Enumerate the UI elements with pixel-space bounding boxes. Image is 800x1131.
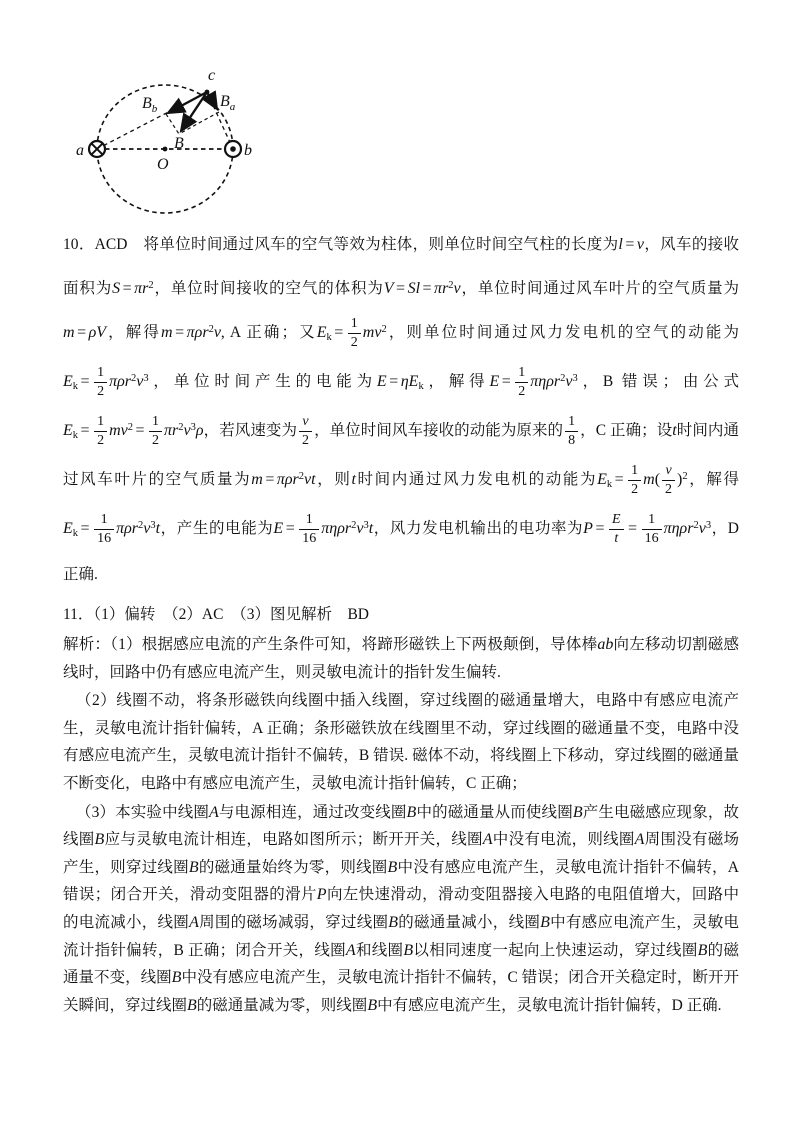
solutions-content (63, 224, 739, 1019)
point-c-dot (205, 90, 210, 95)
parallelogram-side-left (166, 114, 179, 134)
label-b: b (244, 142, 252, 159)
label-O: O (157, 156, 169, 173)
figure-svg (70, 50, 260, 228)
label-B: B (174, 135, 184, 152)
vector-Ba (207, 92, 217, 109)
center-O-dot (163, 147, 168, 152)
label-a: a (76, 142, 84, 159)
solution-11-analysis-part2: （2）线圈不动，将条形磁铁向线圈中插入线圈，穿过线圈的磁通量增大，电路中有感应电流产生，灵敏电流计指针偏转，A 正确；条形磁铁放在线圈里不动，穿过线圈的磁通量不变，电路中没有感应电流产生，灵敏电流计指针不偏转，B 错误. 磁体不动，将线圈上下移动，穿过线圈的磁通量不断变化，电路中有感应电流产生，灵敏电流计指针偏转，C 正确； (63, 692, 739, 792)
wire-b-dot-icon (225, 141, 241, 157)
label-c: c (208, 67, 216, 84)
wire-a-cross-icon (89, 141, 105, 157)
solution-11-answer-line: 11．（1）偏转 （2）AC （3）图见解析 BD (63, 606, 369, 623)
solution-11-analysis-part3: （3）本实验中线圈A与电源相连，通过改变线圈B中的磁通量从而使线圈B产生电磁感应现象，故线圈B应与灵敏电流计相连，电路如图所示；断开开关，线圈A中没有电流，则线圈A周围没有磁场产生，则穿过线圈B的磁通量始终为零，则线圈B中没有感应电流产生，灵敏电流计指针不偏转，A 错误；闭合开关，滑动变阻器的滑片P向左快速滑动，滑动变阻器接入电路的电阻值增大，回路中的电流减小，线圈A周围的磁场减弱，穿过线圈B的磁通量减小，线圈B中有感应电流产生，灵敏电流计指针偏转，B 正确；闭合开关，线圈A和线圈B以相同速度一起向上快速运动，穿过线圈B的磁通量不变，线圈B中没有感应电流产生，灵敏电流计指针不偏转，C 错误；闭合开关稳定时，断开开关瞬间，穿过线圈B的磁通量减为零，则线圈B中有感应电流产生，灵敏电流计指针偏转，D 正确. (63, 803, 739, 1014)
solution-10-paragraph: 10．ACD 将单位时间通过风车的空气等效为柱体，则单位时间空气柱的长度为l = v，风车的接收面积为$S = \pi r^2$，单位时间接收的空气的体积为$V = Sl = \pi r^2v$，单位时间通过风车叶片的空气质量为m = ρV，解得m = πρr$^2$v, A 正确；又$E_k$ = $\frac{1}{2}$ $mv^2$，则单位时间通过风力发电机的空气的动能为$E_k$ = $\frac{1}{2}$ $\pi\rho r^2v^3$，单位时间产生的电能为$E = \eta E_k$，解得E = $\frac{1}{2}$ $\pi\eta\rho r^2v^3$，B 错误；由公式$E_k$ = $\frac{1}{2}$ $mv^2$ = $\frac{1}{2}$ $\pi r^2v^3\rho$，若风速变为 $\frac{v}{2}$ ，单位时间风车接收的动能为原来的 $\frac{1}{8}$ ，C 正确；设t时间内通过风车叶片的空气质量为m = πρr$^2$vt，则t时间内通过风力发电机的动能为$E_k$ = $\frac{1}{2}$ m( $\frac{v}{2}$ )$^2$，解得$E_k$ = $\frac{1}{16}$ $\pi\rho r^2v^3t$，产生的电能为E = $\frac{1}{16}$ $\pi\eta\rho r^2v^3t$，风力发电机输出的电功率为P = $\frac{E}{t}$ = $\frac{1}{16}$ $\pi\eta\rho r^2v^3$，D 正确. (63, 236, 739, 583)
solution-11-analysis-part1: 解析：（1）根据感应电流的产生条件可知，将蹄形磁铁上下两极颠倒，导体棒ab向左移动切割磁感线时，回路中仍有感应电流产生，则灵敏电流计的指针发生偏转. (63, 636, 739, 681)
label-Ba: $B_a$ (220, 93, 236, 113)
label-Bb: $B_b$ (142, 95, 158, 115)
figure-magnetic-field-diagram (70, 50, 260, 228)
